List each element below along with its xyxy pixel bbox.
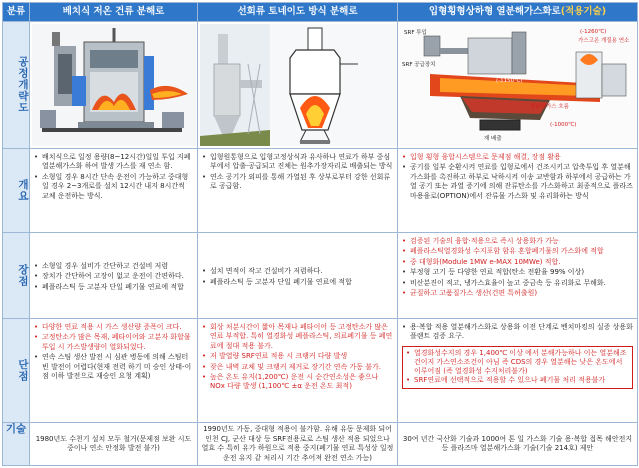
cons-label: 단점	[3, 319, 30, 423]
summary-row	[3, 149, 638, 233]
pros-batch-item: • 장치가 간단하여 고장이 없고 운전이 간편하다.	[34, 272, 193, 281]
batch-furnace-diagram	[32, 24, 196, 146]
cons-warning-item: • SRF연료에 선택적으로 적용할 수 있으나 폐기물 처리 적용불가	[406, 376, 629, 385]
tech-row	[3, 423, 638, 466]
header-row	[3, 3, 638, 22]
cons-tornado-item: • 회상 처분시간이 짧아 목재나 폐타이어 등 고정탄소가 많은 연료 부적합. 특히 열경화성 폐플라스틱, 의료폐기물 등 폐연료에 절대 적용 불가.	[202, 323, 393, 351]
comparison-table	[2, 2, 638, 466]
pros-tornado-item: • 폐플라스틱 등 고분자 단일 폐기물 연료에 적합	[202, 278, 393, 287]
pros-batch-item: • 폐플라스틱 등 고분자 단일 폐기물 연료에 적합	[34, 283, 193, 292]
header-gasifier-title: 입형횡형상하형 열분해가스화로	[428, 6, 561, 17]
summary-gasifier-cell	[398, 149, 638, 233]
gasifier-heat-mid-label: (-1150℃)	[496, 78, 523, 84]
cons-warning-item: • 열경화성수지의 경우 1,400℃ 이상 에서 분해가능하나 이는 열분해조건이지 가스연소조건이 아님 즉 CDS의 경우 열분해는 낮은 온도에서 이루어짐 (즉 열경화성 수지처리불가)	[406, 349, 629, 377]
cons-tornado-cell	[198, 319, 398, 423]
pros-gasifier-item: • 중 대형화(Module 1MW e-MAX 10MWe) 적합.	[402, 258, 633, 267]
pros-gasifier-item: • 폐플라스틱열경화성 수지포함 함유 혼합폐기물의 가스화에 적합	[402, 247, 633, 256]
header-applied-tag: (적용기술)	[560, 6, 607, 17]
header-gasifier	[398, 3, 638, 22]
summary-gasifier-item: • 입형 횡형 융합시스템으로 문제점 해결, 장점 활용	[402, 153, 633, 162]
pros-gasifier-item: • 균질하고 고품질가스 생산(건편 특허출원)	[402, 289, 633, 298]
tech-batch-cell: 1980년도 수천기 설치 모두 철거(문제점 보완 시도 중이나 연소 안정화 발전 불가)	[30, 423, 198, 466]
pros-tornado-cell	[198, 233, 398, 319]
diagram-gasifier-cell	[398, 22, 638, 149]
header-category: 분류	[3, 3, 30, 22]
diagram-batch-cell	[30, 22, 198, 149]
cons-gasifier-cell	[398, 319, 638, 423]
summary-tornado-cell	[198, 149, 398, 233]
cons-warning-box	[402, 346, 633, 389]
summary-tornado-item: • 연소 공기가 외피를 통해 가열된 후 상부로부터 강한 선회류로 공급함.	[202, 173, 393, 192]
header-batch-furnace: 베치식 저온 건류 분해로	[30, 3, 198, 22]
cons-batch-item: • 고정탄소가 많은 목재, 폐타이어와 고분자 화합물 투입 시 가스발생량이 열화되었다.	[34, 333, 193, 352]
gasifier-srf-input-label: SRF 투입	[404, 30, 427, 36]
tech-gasifier-cell: 30여 년간 국산화 기술과 1000여 톤 일 가스화 기술 용·복합 접목 해안전지 등 플라즈마 열분해가스화 기술(기술 214호) 제안	[398, 423, 638, 466]
pros-batch-cell	[30, 233, 198, 319]
summary-batch-cell	[30, 149, 198, 233]
pros-batch-item: • 소형일 경우 설비가 간단하고 건설비 저렴	[34, 262, 193, 271]
pros-gasifier-cell	[398, 233, 638, 319]
pros-label: 장점	[3, 233, 30, 319]
cons-batch-item: • 다양한 연료 적용 시 가스 생산량 증폭이 크다.	[34, 323, 193, 332]
pros-gasifier-item: • 부정형 고기 등 다양한 연료 적합(탄소 전환율 99% 이상)	[402, 268, 633, 277]
pros-row	[3, 233, 638, 319]
cons-tornado-item: • 높은 온도 유지(1,200℃) 운전 시 순간연소성은 좋으나 NOx 다량 발생 (1,100℃ ±α 운전 온도 최적)	[202, 373, 393, 392]
gasifier-diagram	[400, 24, 636, 146]
tornado-furnace-diagram	[200, 24, 396, 146]
overview-row	[3, 22, 638, 149]
gasifier-gas-combust-label: 가스고온 개질용 연소	[578, 38, 630, 44]
tech-tornado-cell: 1990년도 가동, 중대형 적용이 불가함. 유해 유동 문제화 되어 인천 CJ, 군산 대상 등 SRF전용로로 스팀 생산 적용 되었으나 열효 수 특히 유가 하원으로 적용 중지(폐기물 연료 특성상 일정 운전 유지 같 처리시 기간 추어져 완전 연소 가능)	[198, 423, 398, 466]
cons-batch-cell	[30, 319, 198, 423]
cons-tornado-item: • 저 발열량 SRF연료 적용 시 크랭커 다량 발생	[202, 352, 393, 361]
cons-tornado-item: • 잦은 내벽 교체 및 크랭커 제거로 장기간 연속 가동 불가.	[202, 363, 393, 372]
overview-label: 공정개략도	[3, 22, 30, 149]
cons-batch-item: • 연속 스팀 생산 발전 시 심관 병동에 의해 스팀터빈 발전이 어렵다(현재 전력 하기 미 승인 상태-이점 이하 발전으로 재승인 요청 계획)	[34, 353, 193, 381]
summary-label: 개요	[3, 149, 30, 233]
cons-gasifier-item: • 용·복합 적용 열분해가스화로 상용화 이전 단계로 벤치마킹의 실증 상용화 플랜트 검증 요구.	[402, 323, 633, 342]
gasifier-heat-low-label: (-1000℃)	[550, 122, 577, 128]
gasifier-ash-label: 재 배출	[484, 136, 502, 142]
pros-gasifier-item: • 비산분진이 적고, 냉가스효율이 높고 중금속 등 유리화로 무해화.	[402, 279, 633, 288]
summary-batch-item: • 소형일 경우 8시간 단속 운전이 가능하고 중대형일 경우 2~3개로를 설치 12시간 내지 8시간씩 교체 운전하는 방식.	[34, 173, 193, 201]
summary-batch-item: • 배치식으로 일정 용량(8~12시간)일일 투입 지폐 열분해가스화 하여 발생 가스를 재 연소 함.	[34, 153, 193, 172]
header-tornado-furnace: 선회류 토네이도 방식 분해로	[198, 3, 398, 22]
diagram-tornado-cell	[198, 22, 398, 149]
cons-row	[3, 319, 638, 423]
gasifier-srf-supply-label: SRF 공급장치	[402, 62, 436, 68]
summary-gasifier-item: • 공기를 일부 순환시켜 연료를 입형로에서 건조시키고 압축투입 후 열분해가스화를 촉진하고 하부로 낙하시켜 이송 교반함과 하부에서 공급하는 가열 공기 또는 과열 증기에 의해 잔류탄소를 가스화하고 최종적으로 플라즈마용융로(OPTION)에서 잔류물 가스화 및 유리화하는 방식	[402, 163, 633, 201]
gasifier-gas-flow-label: 열분해가스 흐름	[530, 104, 569, 110]
pros-tornado-item: • 설치 면적이 작고 건설비가 저렴하다.	[202, 267, 393, 276]
summary-tornado-item: • 입형원통형으로 입형고정상식과 유사하나 연료가 하부 중심부에서 압출·공급되고 진체는 원추가장자리로 배출되는 방식	[202, 153, 393, 172]
tech-label: 기술	[3, 423, 30, 466]
pros-gasifier-item: • 검증된 기술의 융합·적용으로 즉시 상용화가 가능	[402, 237, 633, 246]
gasifier-heat-top-label: (-1260℃)	[580, 29, 607, 35]
